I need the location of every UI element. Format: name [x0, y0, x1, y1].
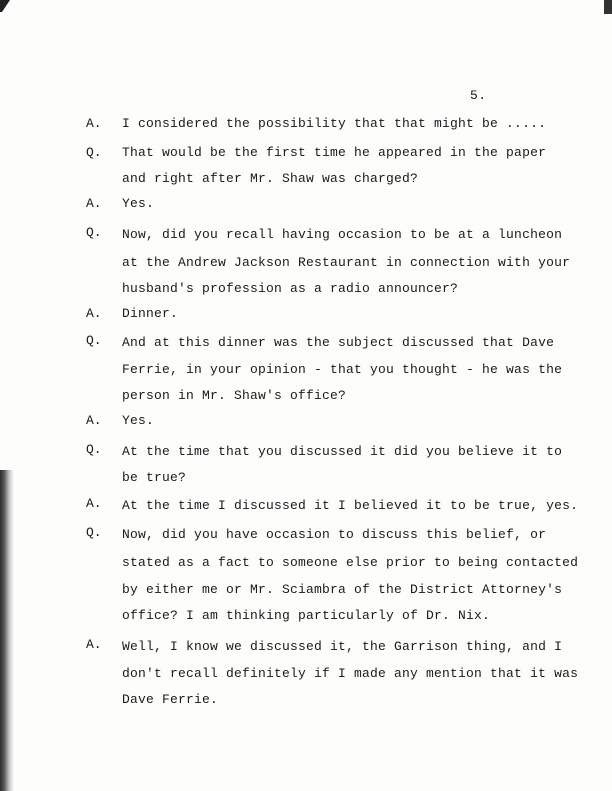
answer-text-line: don't recall definitely if I made any mention that it was — [122, 666, 579, 681]
question-text-line: person in Mr. Shaw's office? — [122, 388, 347, 403]
question-text-line: Now, did you recall having occasion to be at a luncheon — [122, 227, 563, 242]
page-number: 5. — [470, 88, 487, 103]
question-text-line: husband's profession as a radio announcer? — [122, 281, 459, 296]
speaker-label: Q. — [86, 525, 102, 540]
answer-text-line: At the time I discussed it I believed it to be true, yes. — [122, 498, 579, 513]
speaker-label: A. — [86, 306, 102, 321]
speaker-label: A. — [86, 116, 102, 131]
speaker-label: Q. — [86, 225, 102, 240]
question-text-line: stated as a fact to someone else prior to being contacted — [122, 555, 579, 570]
question-text-line: That would be the first time he appeared in the paper — [122, 145, 547, 160]
scan-edge-shadow — [0, 470, 14, 791]
answer-text-line: Yes. — [122, 413, 155, 428]
question-text-line: at the Andrew Jackson Restaurant in connection with your — [122, 255, 571, 270]
answer-text-line: Yes. — [122, 196, 155, 211]
speaker-label: Q. — [86, 333, 102, 348]
speaker-label: Q. — [86, 145, 102, 160]
speaker-label: A. — [86, 496, 102, 511]
question-text-line: office? I am thinking particularly of Dr. Nix. — [122, 608, 491, 623]
speaker-label: A. — [86, 637, 102, 652]
question-text-line: Now, did you have occasion to discuss this belief, or — [122, 527, 547, 542]
question-text-line: At the time that you discussed it did you believe it to — [122, 444, 563, 459]
question-text-line: by either me or Mr. Sciambra of the District Attorney's — [122, 582, 563, 597]
answer-text-line: Dinner. — [122, 306, 179, 321]
answer-text-line: Dave Ferrie. — [122, 692, 219, 707]
answer-text-line: Well, I know we discussed it, the Garrison thing, and I — [122, 639, 563, 654]
question-text-line: and right after Mr. Shaw was charged? — [122, 171, 419, 186]
question-text-line: be true? — [122, 470, 187, 485]
scan-artifact — [0, 0, 10, 12]
question-text-line: Ferrie, in your opinion - that you thought - he was the — [122, 362, 563, 377]
speaker-label: Q. — [86, 442, 102, 457]
scan-artifact — [604, 0, 612, 14]
answer-text-line: I considered the possibility that that might be ..... — [122, 116, 547, 131]
question-text-line: And at this dinner was the subject discussed that Dave — [122, 335, 555, 350]
speaker-label: A. — [86, 196, 102, 211]
speaker-label: A. — [86, 413, 102, 428]
